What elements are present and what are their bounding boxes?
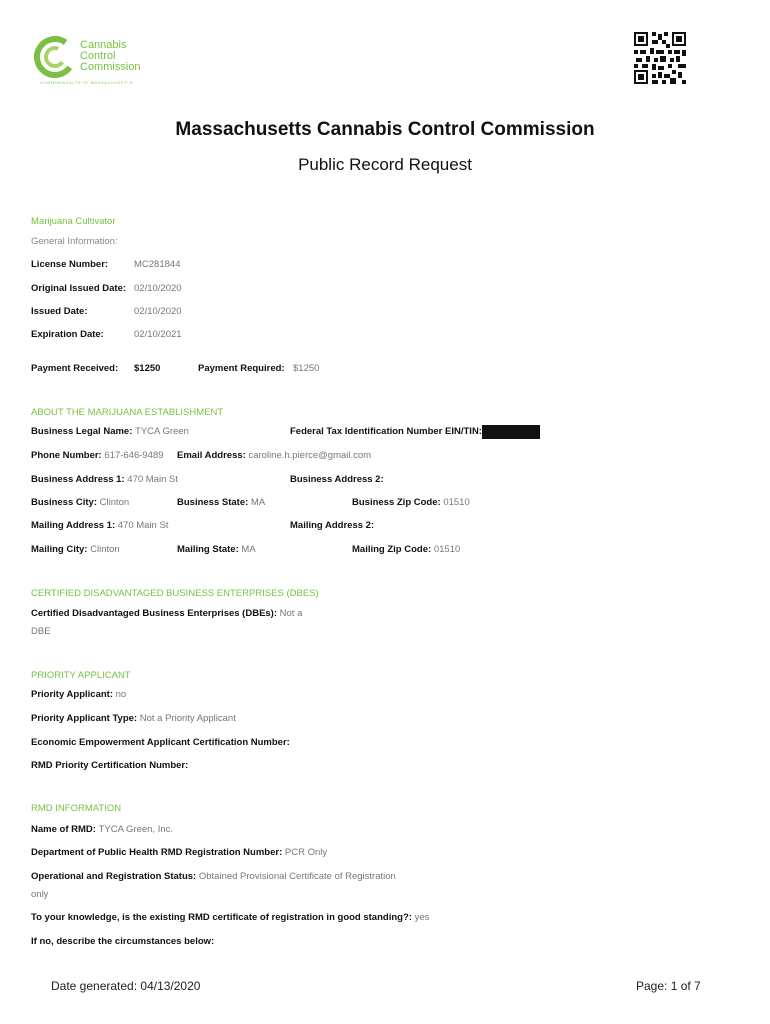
payment-received-value: $1250 <box>134 363 161 374</box>
expiration-date-value: 02/10/2021 <box>134 329 182 340</box>
dph-registration-value: PCR Only <box>284 847 328 858</box>
establishment-heading: ABOUT THE MARIJUANA ESTABLISHMENT <box>31 407 224 418</box>
dbe-field <box>31 608 302 619</box>
payment-required-value: $1250 <box>293 363 320 374</box>
city-label: Business City: <box>31 497 97 508</box>
page-title: Massachusetts Cannabis Control Commission <box>175 119 595 140</box>
mailing-address1-field <box>31 520 168 531</box>
priority-type-field <box>31 713 236 724</box>
address2-label: Business Address 2: <box>290 474 384 485</box>
expiration-date-label: Expiration Date: <box>31 329 104 340</box>
address1-label: Business Address 1: <box>31 474 125 485</box>
good-standing-field <box>31 912 429 923</box>
eea-cert-label: Economic Empowerment Applicant Certification Number: <box>31 737 290 748</box>
mailing-state-label: Mailing State: <box>177 544 239 555</box>
logo-mark-icon <box>34 36 76 78</box>
mailing-address2-label: Mailing Address 2: <box>290 520 375 531</box>
dbe-value-line2: DBE <box>31 626 51 637</box>
logo-line1: Cannabis <box>80 39 127 51</box>
mailing-address1-label: Mailing Address 1: <box>31 520 116 531</box>
city-field <box>31 497 129 508</box>
date-generated: Date generated: 04/13/2020 <box>51 979 201 993</box>
issued-date-value: 02/10/2020 <box>134 306 182 317</box>
mailing-city-value: Clinton <box>90 544 120 555</box>
ein-redaction <box>482 425 540 439</box>
mailing-zip-label: Mailing Zip Code: <box>352 544 432 555</box>
email-label: Email Address: <box>177 450 246 461</box>
ein-label: Federal Tax Identification Number EIN/TIN: <box>290 426 482 437</box>
payment-received-label: Payment Received: <box>31 363 119 374</box>
payment-required-label: Payment Required: <box>198 363 285 374</box>
cannabis-commission-logo <box>34 36 164 88</box>
describe-circumstances-label: If no, describe the circumstances below: <box>31 936 215 947</box>
logo-text <box>80 40 141 73</box>
legal-name-value: TYCA Green <box>135 426 189 437</box>
address1-field <box>31 474 178 485</box>
registration-status-field <box>31 871 396 882</box>
registration-status-value-line2: only <box>31 889 49 900</box>
zip-value: 01510 <box>443 497 470 508</box>
priority-applicant-value: no <box>115 689 127 700</box>
zip-field <box>352 497 470 508</box>
dph-registration-field <box>31 847 327 858</box>
state-field <box>177 497 265 508</box>
logo-line2: Control <box>80 50 116 62</box>
priority-heading: PRIORITY APPLICANT <box>31 670 131 681</box>
page-subtitle: Public Record Request <box>298 155 472 174</box>
address1-value: 470 Main St <box>127 474 178 485</box>
license-category: Marijuana Cultivator <box>31 216 116 227</box>
legal-name-field <box>31 426 189 437</box>
good-standing-value: yes <box>414 912 430 923</box>
good-standing-label: To your knowledge, is the existing RMD certificate of registration in good standing?: <box>31 912 412 923</box>
priority-applicant-field <box>31 689 126 700</box>
city-value: Clinton <box>99 497 130 508</box>
general-info-heading: General Information: <box>31 236 118 247</box>
priority-type-value: Not a Priority Applicant <box>139 713 236 724</box>
rmd-name-field <box>31 824 173 835</box>
mailing-city-field <box>31 544 120 555</box>
mailing-state-field <box>177 544 256 555</box>
state-value: MA <box>250 497 266 508</box>
legal-name-label: Business Legal Name: <box>31 426 133 437</box>
rmd-heading: RMD INFORMATION <box>31 803 122 814</box>
phone-field <box>31 450 164 461</box>
state-label: Business State: <box>177 497 249 508</box>
registration-status-value-line1: Obtained Provisional Certificate of Registration <box>198 871 396 882</box>
dph-registration-label: Department of Public Health RMD Registration Number: <box>31 847 283 858</box>
zip-label: Business Zip Code: <box>352 497 441 508</box>
rmd-name-label: Name of RMD: <box>31 824 96 835</box>
license-number-label: License Number: <box>31 259 109 270</box>
dbe-label: Certified Disadvantaged Business Enterprises (DBEs): <box>31 608 278 619</box>
email-value: caroline.h.pierce@gmail.com <box>248 450 372 461</box>
mailing-address1-value: 470 Main St <box>117 520 169 531</box>
registration-status-label: Operational and Registration Status: <box>31 871 197 882</box>
page-number: Page: 1 of 7 <box>636 979 701 993</box>
dbe-value-line1: Not a <box>279 608 303 619</box>
mailing-city-label: Mailing City: <box>31 544 88 555</box>
priority-applicant-label: Priority Applicant: <box>31 689 113 700</box>
license-number-value: MC281844 <box>134 259 181 270</box>
logo-line3: Commission <box>80 61 141 73</box>
qr-code-icon <box>634 32 686 84</box>
email-field <box>177 450 371 461</box>
priority-type-label: Priority Applicant Type: <box>31 713 138 724</box>
dbe-heading: CERTIFIED DISADVANTAGED BUSINESS ENTERPRISES (DBES) <box>31 588 319 599</box>
rmd-priority-cert-label: RMD Priority Certification Number: <box>31 760 189 771</box>
mailing-state-value: MA <box>241 544 256 555</box>
phone-label: Phone Number: <box>31 450 102 461</box>
original-issued-value: 02/10/2020 <box>134 283 182 294</box>
phone-value: 617-646-9489 <box>104 450 164 461</box>
original-issued-label: Original Issued Date: <box>31 283 127 294</box>
mailing-zip-value: 01510 <box>433 544 461 555</box>
mailing-zip-field <box>352 544 460 555</box>
issued-date-label: Issued Date: <box>31 306 88 317</box>
rmd-name-value: TYCA Green, Inc. <box>98 824 174 835</box>
logo-tagline: COMMONWEALTH OF MASSACHUSETTS <box>40 80 133 85</box>
